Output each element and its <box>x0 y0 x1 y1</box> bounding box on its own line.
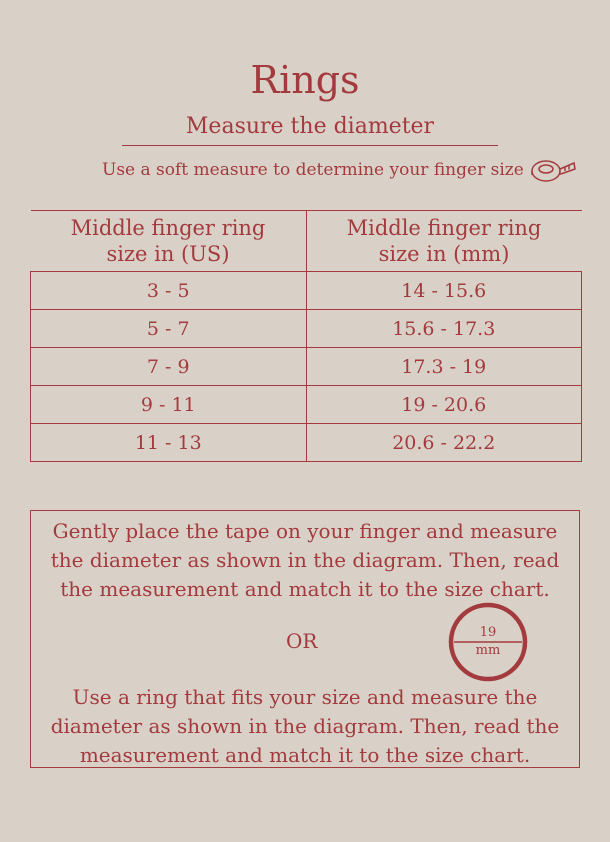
header-mm-line2: size in (mm) <box>378 242 510 266</box>
us-size-cell: 3 - 5 <box>31 272 307 310</box>
measurement-instructions-box <box>30 510 580 768</box>
header-mm-size <box>306 211 582 272</box>
table-row <box>31 310 582 348</box>
mm-size-cell: 14 - 15.6 <box>306 272 582 310</box>
us-size-cell: 9 - 11 <box>31 386 307 424</box>
table-row <box>31 386 582 424</box>
or-separator: OR <box>286 629 318 653</box>
diagram-value: 19 <box>479 625 497 640</box>
diagram-unit: mm <box>475 643 501 658</box>
header-us-size <box>31 211 307 272</box>
table-header-row <box>31 211 582 272</box>
header-us-line1: Middle finger ring <box>70 216 266 240</box>
method-ring-text: Use a ring that fits your size and measure the diameter as shown in the diagram. Then, read the measurement and match it to the size chart. <box>50 685 560 767</box>
table-row <box>31 424 582 462</box>
size-chart-table <box>30 210 582 462</box>
instruction-text: Use a soft measure to determine your finger size <box>102 160 524 180</box>
method-tape-text: Gently place the tape on your finger and measure the diameter as shown in the diagram. Then, read the measurement and match it to the size chart. <box>50 519 560 601</box>
us-size-cell: 11 - 13 <box>31 424 307 462</box>
mm-size-cell: 17.3 - 19 <box>306 348 582 386</box>
page-title: Rings <box>250 58 360 102</box>
mm-size-cell: 19 - 20.6 <box>306 386 582 424</box>
ring-diameter-icon <box>443 599 533 689</box>
us-size-cell: 7 - 9 <box>31 348 307 386</box>
instruction-line <box>102 156 578 184</box>
ring-diameter-diagram <box>443 599 533 693</box>
header-mm-line1: Middle finger ring <box>346 216 542 240</box>
mm-size-cell: 20.6 - 22.2 <box>306 424 582 462</box>
table-row <box>31 348 582 386</box>
measuring-tape-icon <box>530 156 578 184</box>
mm-size-cell: 15.6 - 17.3 <box>306 310 582 348</box>
header-us-line2: size in (US) <box>106 242 230 266</box>
table-row <box>31 272 582 310</box>
page-subtitle: Measure the diameter <box>122 114 498 146</box>
us-size-cell: 5 - 7 <box>31 310 307 348</box>
